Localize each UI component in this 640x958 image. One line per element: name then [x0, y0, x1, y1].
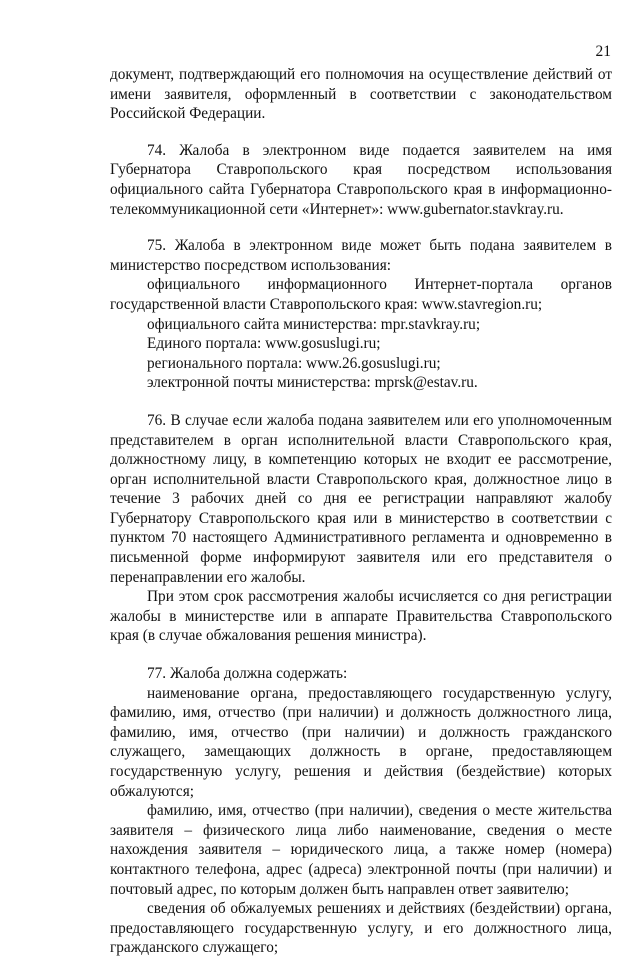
- paragraph-77-item-applicant-details: фамилию, имя, отчество (при наличии), сведения о месте жительства заявителя – физического лица либо наименование, сведения о месте нахождения заявителя – юридического лица, а также номер (номера) контактного телефона, адрес (адреса) электронной почты (при наличии) и почтовый адрес, по которым должен быть направлен ответ заявителю;: [110, 802, 612, 898]
- paragraph-continuation: документ, подтверждающий его полномочия на осуществление действий от имени заявителя, оформленный в соответствии с законодательством Российской Федерации.: [110, 66, 612, 123]
- paragraph-75-item-regional-portal-of-authorities: официального информационного Интернет-портала органов государственной власти Ставропольского края: www.stavregion.ru;: [110, 276, 612, 313]
- paragraph-75-item-ministry-site: официального сайта министерства: mpr.stavkray.ru;: [147, 315, 481, 333]
- paragraph-77: 77. Жалоба должна содержать:: [147, 665, 348, 683]
- paragraph-76: 76. В случае если жалоба подана заявителем или его уполномоченным представителем в орган исполнительной власти Ставропольского края, должностному лицу, в компетенцию которых не входит ее рассмотрение, орган исполнительной власти Ставропольского края, должностное лицо в течение 3 рабочих дней со дня ее регистрации направляют жалобу Губернатору Ставропольского края или в министерство в соответствии с пунктом 70 настоящего Административного регламента и одновременно в письменной форме информируют заявителя или его представителя о перенаправлении его жалобы.: [110, 411, 612, 586]
- paragraph-76-term: При этом срок рассмотрения жалобы исчисляется со дня регистрации жалобы в министерстве или в аппарате Правительства Ставропольского края (в случае обжалования решения министра).: [110, 588, 612, 645]
- page-number: 21: [595, 43, 611, 60]
- paragraph-77-item-appealed-decisions: сведения об обжалуемых решениях и действиях (бездействии) органа, предоставляющего государственную услугу, и его должностного лица, гражданского служащего;: [110, 900, 612, 957]
- paragraph-77-item-authority-name: наименование органа, предоставляющего государственную услугу, фамилию, имя, отчество (при наличии) и должность должностного лица, фамилию, имя, отчество (при наличии) и должность гражданского служащего, замещающих должность в органе, предоставляющем государственную услугу, решения и действия (бездействие) которых обжалуются;: [110, 684, 612, 800]
- paragraph-75-item-email: электронной почты министерства: mprsk@estav.ru.: [147, 374, 478, 392]
- paragraph-75-item-regional-portal: регионального портала: www.26.gosuslugi.ru;: [147, 354, 441, 372]
- document-body: [110, 65, 612, 958]
- paragraph-75-item-unified-portal: Единого портала: www.gosuslugi.ru;: [147, 335, 381, 353]
- paragraph-75: 75. Жалоба в электронном виде может быть подана заявителем в министерство посредством использования:: [110, 237, 612, 274]
- paragraph-74: 74. Жалоба в электронном виде подается заявителем на имя Губернатора Ставропольского края посредством использования официального сайта Губернатора Ставропольского края в информационно-телекоммуникационной сети «Интернет»: www.gubernator.stavkray.ru.: [110, 141, 612, 218]
